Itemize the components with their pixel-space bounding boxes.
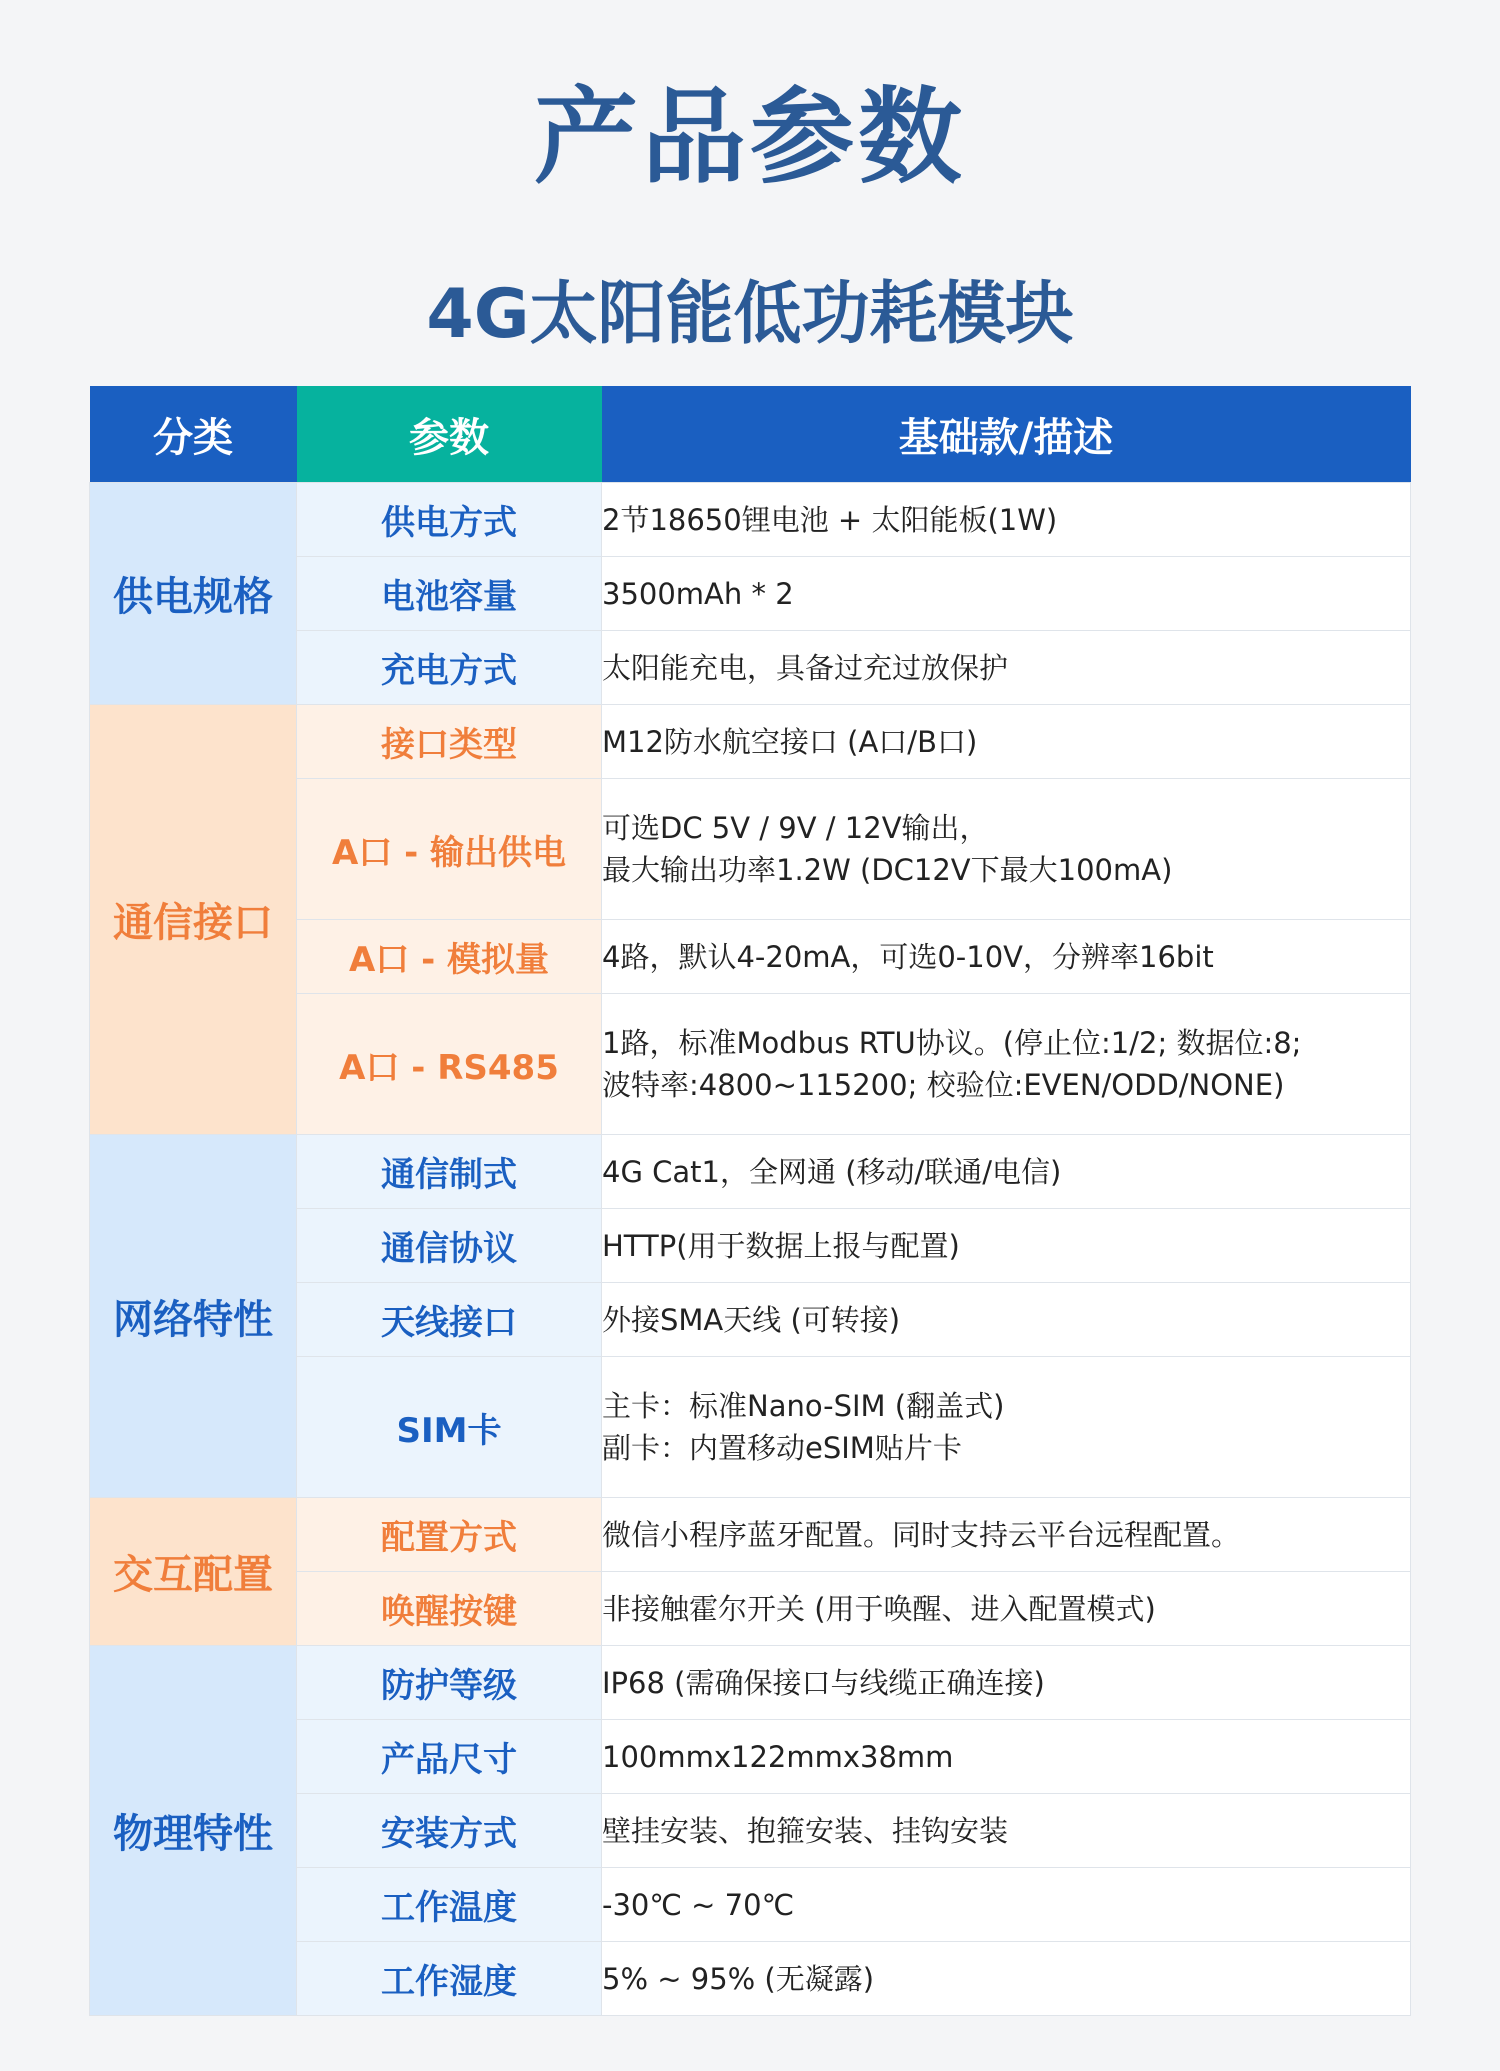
param-cell: 通信制式 [297,1135,602,1209]
desc-cell [602,1942,1411,2016]
desc-line: 5% ~ 95% (无凝露) [602,1961,875,1996]
desc-line: 4路，默认4-20mA，可选0-10V，分辨率16bit [602,939,1214,974]
category-cell: 网络特性 [90,1135,297,1498]
desc-line: 主卡：标准Nano-SIM (翻盖式) [602,1389,1005,1423]
desc-cell [602,1283,1411,1357]
param-cell: 供电方式 [297,483,602,557]
table-row [90,1646,1411,1720]
desc-line: -30℃ ~ 70℃ [602,1887,795,1922]
desc-cell [602,994,1411,1135]
desc-line: 外接SMA天线 (可转接) [602,1302,901,1337]
param-cell: 防护等级 [297,1646,602,1720]
desc-cell [602,1357,1411,1498]
spec-table [89,386,1411,2016]
param-cell: A口 - 模拟量 [297,920,602,994]
desc-line: 100mmx122mmx38mm [602,1739,954,1774]
table-row [90,483,1411,557]
desc-line: 最大输出功率1.2W (DC12V下最大100mA) [602,853,1173,887]
desc-line: HTTP(用于数据上报与配置) [602,1228,960,1263]
param-cell: 安装方式 [297,1794,602,1868]
param-cell: 电池容量 [297,557,602,631]
desc-cell [602,1135,1411,1209]
desc-cell [602,1646,1411,1720]
param-cell: 工作温度 [297,1868,602,1942]
param-cell: 接口类型 [297,705,602,779]
desc-line: 2节18650锂电池 + 太阳能板(1W) [602,502,1058,537]
param-cell: 产品尺寸 [297,1720,602,1794]
param-cell: 充电方式 [297,631,602,705]
page-title: 产品参数 [533,76,966,198]
desc-cell [602,1794,1411,1868]
header-category: 分类 [90,386,297,483]
table-row [90,705,1411,779]
category-cell: 物理特性 [90,1646,297,2016]
desc-cell [602,483,1411,557]
desc-line: 太阳能充电，具备过充过放保护 [602,650,1009,685]
desc-line: 3500mAh * 2 [602,576,794,611]
category-cell: 通信接口 [90,705,297,1135]
header-parameter: 参数 [297,386,602,483]
category-cell: 交互配置 [90,1498,297,1646]
desc-cell [602,1572,1411,1646]
desc-line: 壁挂安装、抱箍安装、挂钩安装 [602,1813,1009,1848]
desc-line: IP68 (需确保接口与线缆正确连接) [602,1665,1045,1700]
param-cell: 工作湿度 [297,1942,602,2016]
product-subtitle: 4G太阳能低功耗模块 [426,275,1074,354]
param-cell: 配置方式 [297,1498,602,1572]
desc-cell [602,557,1411,631]
desc-line: 副卡：内置移动eSIM贴片卡 [602,1431,962,1465]
param-cell: SIM卡 [297,1357,602,1498]
desc-cell [602,920,1411,994]
header-description: 基础款/描述 [602,386,1411,483]
desc-cell [602,705,1411,779]
desc-cell [602,1498,1411,1572]
desc-line: 4G Cat1，全网通 (移动/联通/电信) [602,1154,1062,1189]
desc-line: 1路，标准Modbus RTU协议。(停止位:1/2; 数据位:8; [602,1026,1302,1060]
desc-cell [602,1720,1411,1794]
desc-cell [602,1868,1411,1942]
desc-line: 非接触霍尔开关 (用于唤醒、进入配置模式) [602,1591,1156,1626]
param-cell: 天线接口 [297,1283,602,1357]
table-header-row [90,386,1411,483]
category-cell: 供电规格 [90,483,297,705]
desc-cell [602,631,1411,705]
desc-cell [602,1209,1411,1283]
table-row [90,1498,1411,1572]
desc-line: M12防水航空接口 (A口/B口) [602,724,978,759]
desc-line: 可选DC 5V / 9V / 12V输出， [602,811,989,845]
desc-line: 微信小程序蓝牙配置。同时支持云平台远程配置。 [602,1517,1241,1552]
desc-cell [602,779,1411,920]
param-cell: 通信协议 [297,1209,602,1283]
table-row [90,1135,1411,1209]
param-cell: A口 - 输出供电 [297,779,602,920]
param-cell: 唤醒按键 [297,1572,602,1646]
desc-line: 波特率:4800~115200; 校验位:EVEN/ODD/NONE) [602,1068,1285,1102]
param-cell: A口 - RS485 [297,994,602,1135]
